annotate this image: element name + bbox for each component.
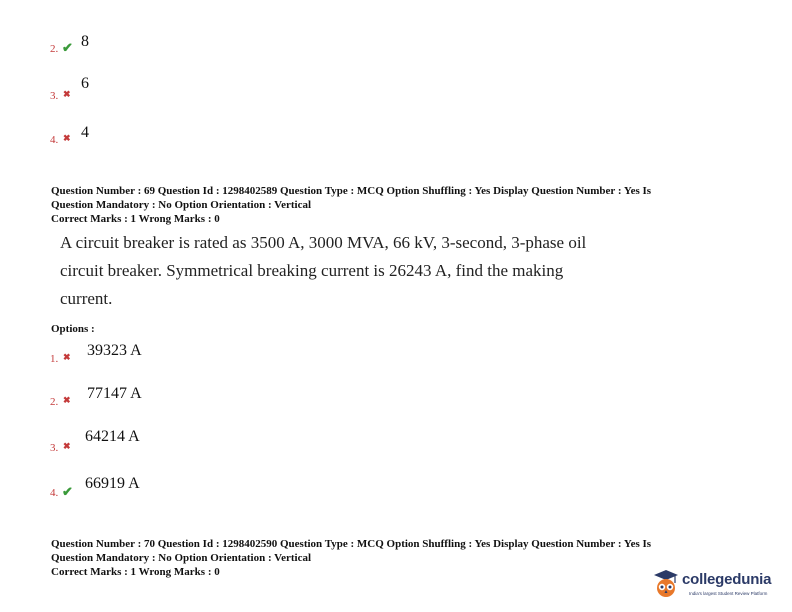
question-70-meta [51,537,741,579]
marks-line: Correct Marks : 1 Wrong Marks : 0 [51,566,220,578]
logo-name: collegedunia [682,571,772,588]
meta-line-2: Question Mandatory : No Option Orientation : Vertical [51,552,312,564]
meta-line-1: Question Number : 69 Question Id : 1298402589 Question Type : MCQ Option Shuffling : Yes Display Question Number : Yes Is [51,185,652,197]
question-meta [51,184,741,226]
option-number: 4. [50,134,59,146]
option-text: 6 [81,75,89,92]
option-text: 64214 A [85,428,140,445]
correct-check-icon: ✔ [62,484,73,499]
collegedunia-logo [653,567,778,605]
option-number: 2. [50,396,59,408]
option-number: 4. [50,487,59,499]
option-text: 8 [81,33,89,50]
wrong-cross-icon: ✖ [63,133,71,143]
wrong-cross-icon: ✖ [63,395,71,405]
marks-line: Correct Marks : 1 Wrong Marks : 0 [51,213,220,225]
question-text-line-3: current. [60,289,113,308]
wrong-cross-icon: ✖ [63,352,71,362]
option-number: 3. [50,90,59,102]
option-number: 3. [50,442,59,454]
question-text [60,229,605,313]
option-text: 66919 A [85,475,140,492]
logo-tagline: India's largest Student Review Platform [689,591,768,596]
option-text: 4 [81,124,89,141]
question-text-line-1: A circuit breaker is rated as 3500 A, 3000 MVA, 66 kV, 3-second, 3-phase oil [60,233,587,252]
meta-line-2: Question Mandatory : No Option Orientation : Vertical [51,199,312,211]
wrong-cross-icon: ✖ [63,89,71,99]
option-number: 1. [50,353,59,365]
option-number: 2. [50,43,59,55]
options-label: Options : [51,323,95,335]
option-text: 77147 A [87,385,142,402]
graduate-owl-icon [653,569,679,599]
wrong-cross-icon: ✖ [63,441,71,451]
meta-line-1: Question Number : 70 Question Id : 1298402590 Question Type : MCQ Option Shuffling : Yes Display Question Number : Yes Is [51,538,652,550]
option-text: 39323 A [87,342,142,359]
correct-check-icon: ✔ [62,40,73,55]
question-text-line-2: circuit breaker. Symmetrical breaking current is 26243 A, find the making [60,261,564,280]
